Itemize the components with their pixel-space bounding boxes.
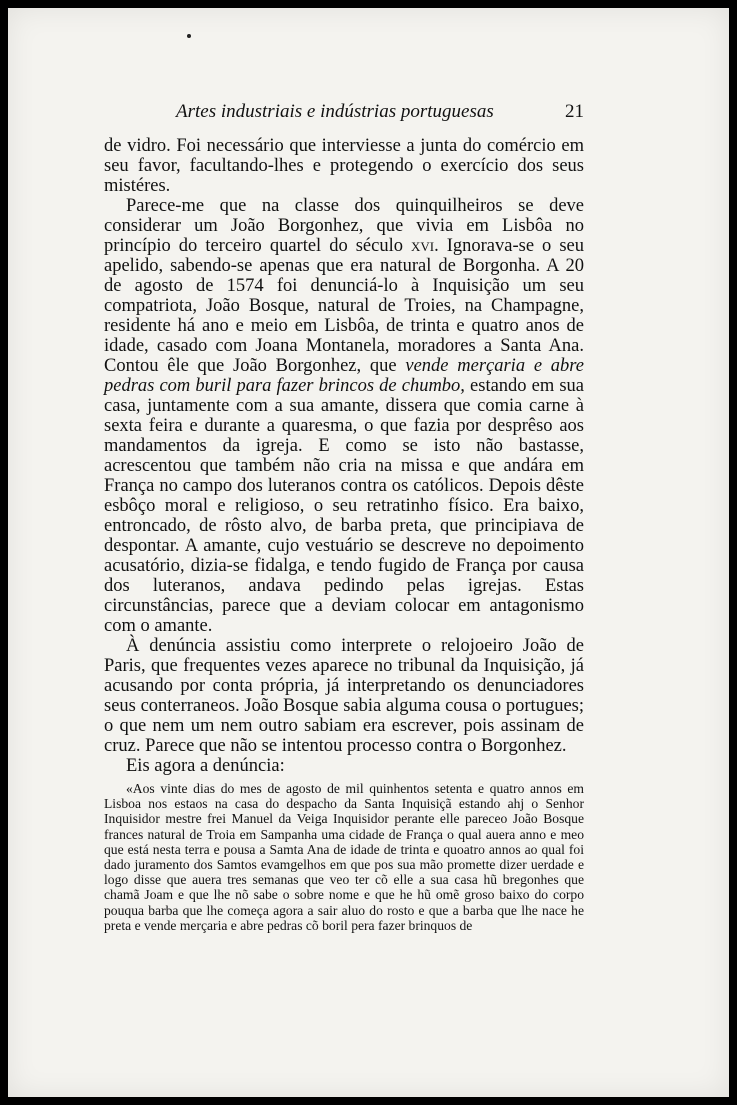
- quoted-phrase: vende merçaria e abre pedras com buril para fazer brincos de chumbo,: [104, 356, 585, 396]
- paragraph-1: de vidro. Foi necessário que interviesse a junta do comércio em seu favor, facultando-lhes e protegendo o exercício dos seus mistéres.: [104, 136, 584, 196]
- body-text: [104, 136, 584, 776]
- paragraph-2-part-b: . Ignorava-se o seu apelido, sabendo-se apenas que era natural de Borgonha. A 20 de agosto de 1574 foi denunciá-lo à Inquisição um seu compatriota, João Bosque, natural de Troies, na Champagne, residente há ano e meio em Lisbôa, de trinta e quatro anos de idade, casado com Joana Montanela, moradores a Santa Ana. Contou êle que João Borgonhez, que: [104, 236, 584, 376]
- century-numeral: xvi: [410, 236, 435, 256]
- book-page: [8, 8, 729, 1097]
- denunciation-quote: [104, 781, 584, 933]
- paragraph-2-part-a: Parece-me que na classe dos quinquilheiros se deve considerar um João Borgonhez, que vivia em Lisbôa no princípio do terceiro quartel do século: [104, 196, 584, 256]
- page-number: 21: [565, 101, 584, 122]
- paragraph-2-part-c: estando em sua casa, juntamente com a sua amante, dissera que comia carne à sexta feira e durante a quaresma, o que fazia por desprêso aos mandamentos da igreja. E como se isto não bastasse, acrescentou que também não cria na missa e que andára em França no campo dos luteranos contra os católicos. Depois dêste esbôço moral e religioso, o seu retratinho físico. Era baixo, entroncado, de rôsto alvo, de barba preta, que principiava de despontar. A amante, cujo vestuário se descreve no depoimento acusatório, dizia-se fidalga, e tendo fugido de França por causa dos luteranos, andava pedindo pelas igrejas. Estas circunstâncias, parece que a deviam colocar em antagonismo com o amante.: [104, 376, 584, 636]
- paragraph-4: Eis agora a denúncia:: [126, 756, 285, 776]
- paragraph-2: [104, 196, 584, 636]
- ink-speck: [187, 34, 191, 38]
- quote-text: «Aos vinte dias do mes de agosto de mil quinhentos setenta e quatro annos em Lisboa nos estaos na casa do despacho da Santa Inquisiçã estando ahj o Senhor Inquisidor mestre frei Manuel da Veiga Inquisidor perante elle pareceo João Bosque frances natural de Troia em Sampanha uma cidade de França o qual auera anno e meo que está nesta terra e pousa a Samta Ana de idade de trinta e quoatro annos ao qual foi dado juramento dos Samtos evamgelhos em que pos sua mão promette dizer uerdade e logo disse que auera tres semanas que veo ter cõ elle a sua casa hũ bregonhes que chamã Joam e que lhe nõ sabe o sobre nome e que he hũ omẽ groso baixo do corpo pouqua barba que lhe começa agora a sair aluo do rosto e que a barba que lhe nace he preta e vende merçaria e abre pedras cõ boril pera fazer brinquos de: [104, 781, 584, 933]
- paragraph-3: À denúncia assistiu como interprete o relojoeiro João de Paris, que frequentes vezes aparece no tribunal da Inquisição, já acusando por conta própria, já interpretando os denunciadores seus conterraneos. João Bosque sabia alguma cousa o portugues; o que nem um nem outro sabiam era escrever, pois assinam de cruz. Parece que não se intentou processo contra o Borgonhez.: [104, 636, 584, 756]
- running-title: Artes industriais e indústrias portuguesas: [176, 101, 494, 122]
